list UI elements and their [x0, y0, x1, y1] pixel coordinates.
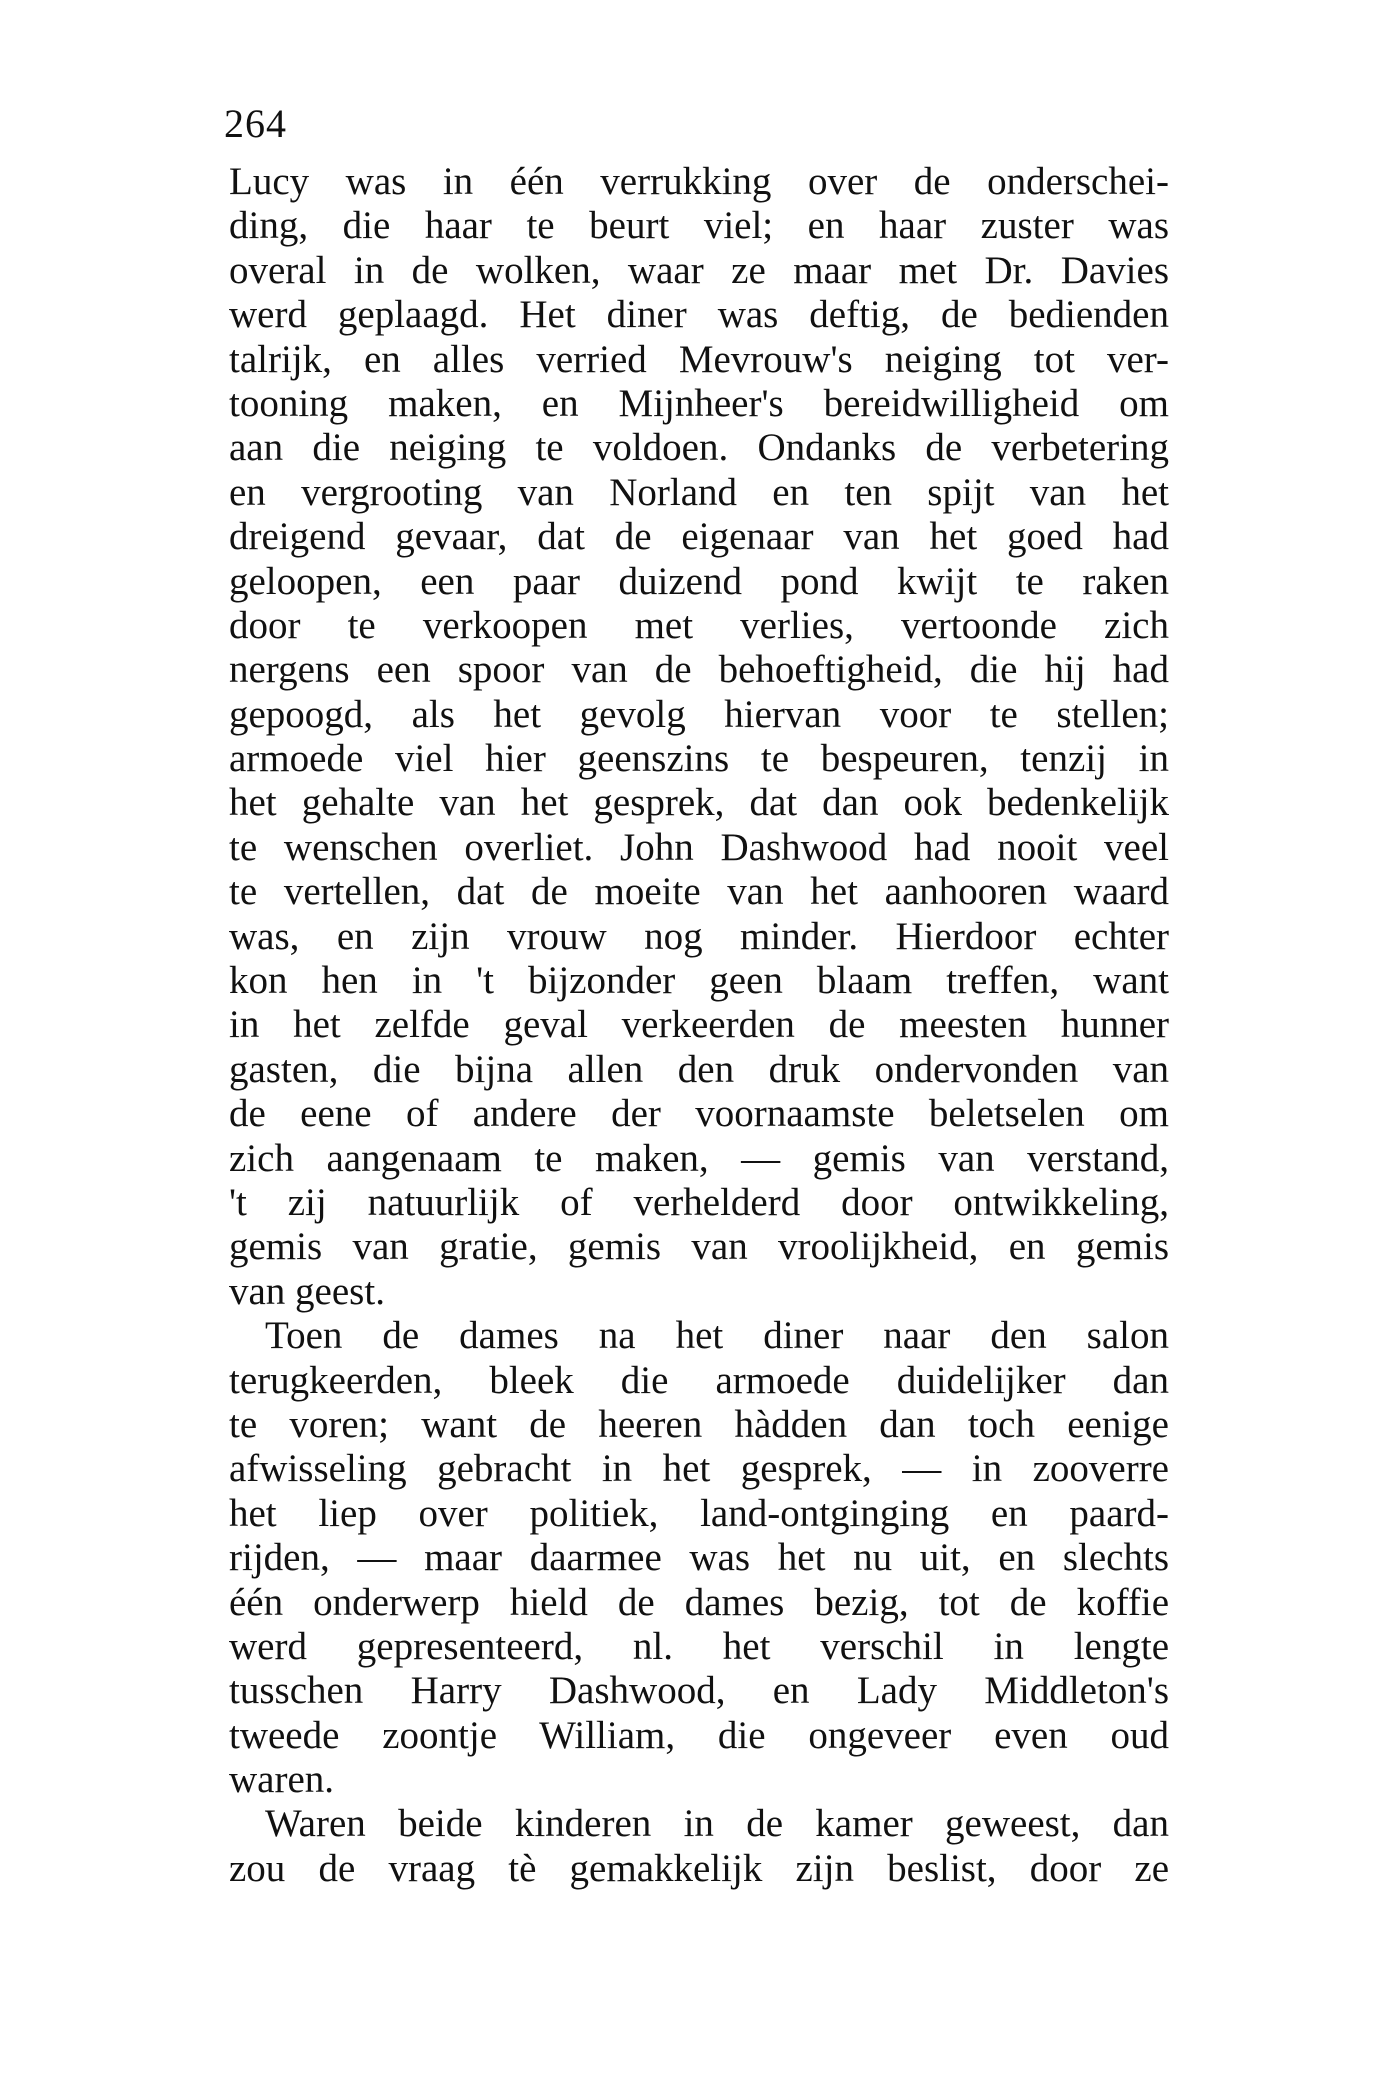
text-line: dreigend gevaar, dat de eigenaar van het goed had: [229, 515, 1169, 559]
text-line: rijden, — maar daarmee was het nu uit, en slechts: [229, 1536, 1169, 1580]
text-line: gasten, die bijna allen den druk ondervonden van: [229, 1047, 1169, 1091]
text-line: overal in de wolken, waar ze maar met Dr. Davies: [229, 248, 1169, 292]
text-line: terugkeerden, bleek die armoede duidelijker dan: [229, 1358, 1169, 1402]
text-line: talrijk, en alles verried Mevrouw's neiging tot ver-: [229, 337, 1169, 381]
text-line: tweede zoontje William, die ongeveer even oud: [229, 1713, 1169, 1757]
page-number: 264: [224, 101, 287, 146]
text-line: 't zij natuurlijk of verhelderd door ontwikkeling,: [229, 1180, 1169, 1224]
text-line: Lucy was in één verrukking over de onderschei-: [229, 160, 1169, 203]
text-line: nergens een spoor van de behoeftigheid, die hij had: [229, 648, 1169, 692]
text-line: waren.: [229, 1758, 335, 1802]
text-line: werd gepresenteerd, nl. het verschil in lengte: [229, 1624, 1169, 1668]
text-line: tooning maken, en Mijnheer's bereidwilligheid om: [229, 381, 1169, 425]
text-line: in het zelfde geval verkeerden de meesten hunner: [229, 1003, 1169, 1047]
text-line: kon hen in 't bijzonder geen blaam treffen, want: [229, 959, 1169, 1003]
text-line: het liep over politiek, land-ontginging en paard-: [229, 1491, 1169, 1535]
text-line: armoede viel hier geenszins te bespeuren, tenzij in: [229, 737, 1169, 781]
text-line: Toen de dames na het diner naar den salon: [265, 1314, 1169, 1358]
text-line: tusschen Harry Dashwood, en Lady Middleton's: [229, 1669, 1169, 1713]
text-line: ding, die haar te beurt viel; en haar zuster was: [229, 204, 1169, 248]
text-line: te wenschen overliet. John Dashwood had nooit veel: [229, 825, 1169, 869]
text-line: afwisseling gebracht in het gesprek, — in zooverre: [229, 1447, 1169, 1491]
text-line: door te verkoopen met verlies, vertoonde zich: [229, 603, 1169, 647]
text-line: geloopen, een paar duizend pond kwijt te raken: [229, 559, 1169, 603]
text-line: zich aangenaam te maken, — gemis van verstand,: [229, 1136, 1169, 1180]
body-text: [229, 160, 1169, 1891]
text-line: te vertellen, dat de moeite van het aanhooren waard: [229, 870, 1169, 914]
text-line: gemis van gratie, gemis van vroolijkheid, en gemis: [229, 1225, 1169, 1269]
text-line: van geest.: [229, 1269, 385, 1313]
text-line: aan die neiging te voldoen. Ondanks de verbetering: [229, 426, 1169, 470]
text-line: de eene of andere der voornaamste beletselen om: [229, 1092, 1169, 1136]
text-line: werd geplaagd. Het diner was deftig, de bedienden: [229, 293, 1169, 337]
text-line: zou de vraag tè gemakkelijk zijn beslist, door ze: [229, 1846, 1169, 1890]
text-line: gepoogd, als het gevolg hiervan voor te stellen;: [229, 692, 1169, 736]
text-line: te voren; want de heeren hàdden dan toch eenige: [229, 1402, 1169, 1446]
text-line: Waren beide kinderen in de kamer geweest, dan: [265, 1802, 1169, 1846]
text-line: was, en zijn vrouw nog minder. Hierdoor echter: [229, 914, 1169, 958]
text-line: het gehalte van het gesprek, dat dan ook bedenkelijk: [229, 781, 1169, 825]
text-line: één onderwerp hield de dames bezig, tot de koffie: [229, 1580, 1169, 1624]
text-line: en vergrooting van Norland en ten spijt van het: [229, 470, 1169, 514]
